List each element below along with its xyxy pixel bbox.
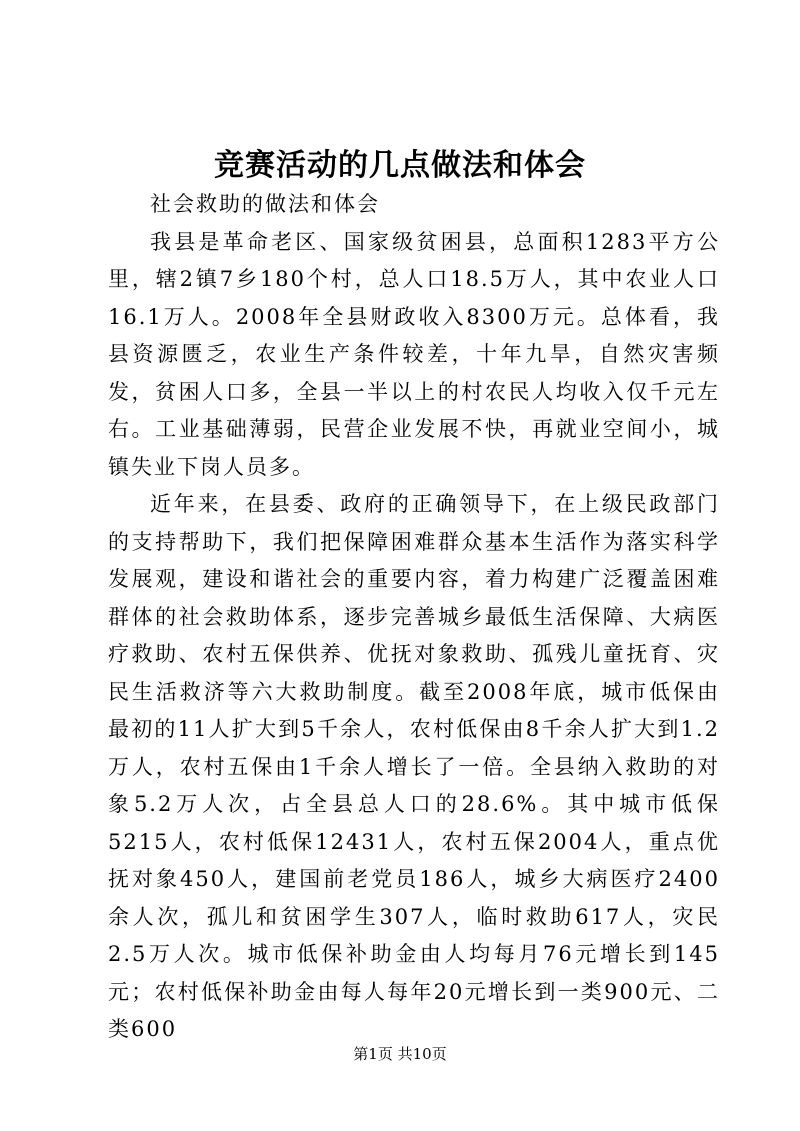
- page-footer: 第1页 共10页: [353, 1045, 447, 1063]
- paragraph-subtitle: 社会救助的做法和体会: [150, 192, 380, 216]
- paragraph: 我县是革命老区、国家级贫困县，总面积1283平方公里，辖2镇7乡180个村，总人口18.5万人，其中农业人口16.1万人。2008年全县财政收入8300万元。总体看，我县资源匮乏，农业生产条件较差，十年九旱，自然灾害频发，贫困人口多，全县一半以上的村农民人均收入仅千元左右。工业基础薄弱，民营企业发展不快，再就业空间小，城镇失业下岗人员多。: [108, 229, 720, 479]
- document-body: [108, 186, 720, 1049]
- paragraph: 近年来，在县委、政府的正确领导下，在上级民政部门的支持帮助下，我们把保障困难群众基本生活作为落实科学发展观，建设和谐社会的重要内容，着力构建广泛覆盖困难群体的社会救助体系，逐步完善城乡最低生活保障、大病医疗救助、农村五保供养、优抚对象救助、孤残儿童抚育、灾民生活救济等六大救助制度。截至2008年底，城市低保由最初的11人扩大到5千余人，农村低保由8千余人扩大到1.2万人，农村五保由1千余人增长了一倍。全县纳入救助的对象5.2万人次，占全县总人口的28.6%。其中城市低保5215人，农村低保12431人，农村五保2004人，重点优抚对象450人，建国前老党员186人，城乡大病医疗2400余人次，孤儿和贫困学生307人，临时救助617人，灾民2.5万人次。城市低保补助金由人均每月76元增长到145元；农村低保补助金由每人每年20元增长到一类900元、二类600: [108, 492, 720, 1041]
- document-title: 竞赛活动的几点做法和体会: [214, 148, 586, 183]
